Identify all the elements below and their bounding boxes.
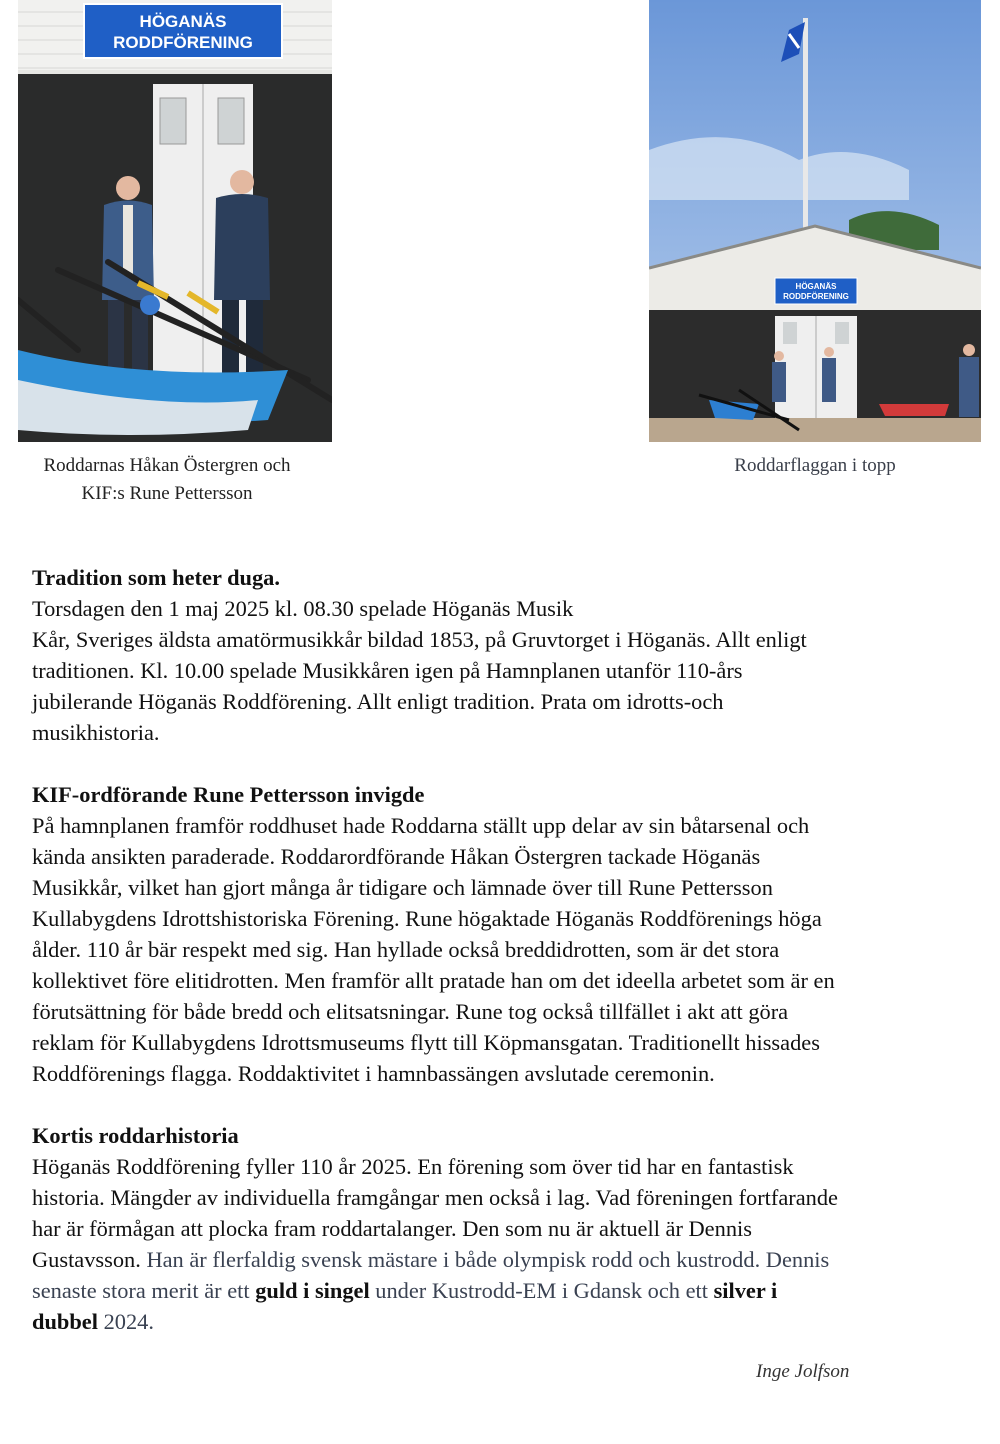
sign-line-1: HÖGANÄS <box>139 12 227 31</box>
section-rowing-history <box>32 1120 978 1337</box>
paragraph-line: Torsdagen den 1 maj 2025 kl. 08.30 spelade Höganäs Musik <box>32 596 574 621</box>
caption-left-line-1: Roddarnas Håkan Östergren och <box>43 455 291 476</box>
paragraph-line: kända ansikten paraderade. Roddarordförande Håkan Östergren tackade Höganäs <box>32 844 761 869</box>
sign-line-2: RODDFÖRENING <box>113 33 253 52</box>
paragraph-line: jubilerande Höganäs Roddförening. Allt enligt tradition. Prata om idrotts-och <box>32 689 724 714</box>
paragraph-line: Kullabygdens Idrottshistoriska Förening. Rune högaktade Höganäs Roddförenings höga <box>32 906 822 931</box>
paragraph-line: har är förmågan att plocka fram roddartalanger. Den som nu är aktuell är Dennis <box>32 1216 752 1241</box>
caption-left <box>10 452 324 508</box>
paragraph-line <box>32 1275 978 1306</box>
paragraph-line: musikhistoria. <box>32 720 160 745</box>
paragraph-line: Roddförenings flagga. Roddaktivitet i hamnbassängen avslutade ceremonin. <box>32 1061 715 1086</box>
text-run-muted: under Kustrodd-EM i Gdansk och ett <box>369 1278 714 1303</box>
section-kif-chairman <box>32 779 978 1089</box>
paragraph-line: förutsättning för både bredd och elitsatsningar. Rune tog också tillfället i akt att göra <box>32 999 789 1024</box>
section-heading: Tradition som heter duga. <box>32 565 280 590</box>
text-run-bold: dubbel <box>32 1309 98 1334</box>
article-body <box>32 562 978 1368</box>
sign-line-2-right: RODDFÖRENING <box>783 292 849 301</box>
paragraph-line: reklam för Kullabygdens Idrottsmuseums flytt till Köpmansgatan. Traditionellt hissades <box>32 1030 820 1055</box>
section-heading: KIF-ordförande Rune Pettersson invigde <box>32 782 425 807</box>
photo-rowers-and-kif-chairman <box>18 0 332 442</box>
paragraph-line: Kår, Sveriges äldsta amatörmusikkår bildad 1853, på Gruvtorget i Höganäs. Allt enligt <box>32 627 807 652</box>
text-run-muted: 2024. <box>97 1309 154 1334</box>
caption-right: Roddarflaggan i topp <box>734 455 896 476</box>
section-heading: Kortis roddarhistoria <box>32 1123 239 1148</box>
caption-left-line-2: KIF:s Rune Pettersson <box>81 483 253 504</box>
photo-rowing-flag-at-top <box>649 0 981 442</box>
paragraph-line: Höganäs Roddförening fyller 110 år 2025. En förening som över tid har en fantastisk <box>32 1154 794 1179</box>
paragraph-line: På hamnplanen framför roddhuset hade Roddarna ställt upp delar av sin båtarsenal och <box>32 813 810 838</box>
author-byline: Inge Jolfson <box>756 1361 850 1382</box>
text-run-muted: Han är flerfaldig svensk mästare i både olympisk rodd och kustrodd. Dennis <box>146 1247 830 1272</box>
text-run: Gustavsson. <box>32 1247 147 1272</box>
paragraph-line: kollektivet före elitidrotten. Men framför allt pratade han om det ideella arbetet som är en <box>32 968 835 993</box>
sign-line-1-right: HÖGANÄS <box>795 282 837 291</box>
text-run-bold: guld i singel <box>255 1278 370 1303</box>
paragraph-line: Musikkår, vilket han gjort många år tidigare och lämnade över till Rune Pettersson <box>32 875 773 900</box>
text-run-muted: senaste stora merit är ett <box>32 1278 256 1303</box>
paragraph-line <box>32 1244 978 1275</box>
paragraph-line: traditionen. Kl. 10.00 spelade Musikkåren igen på Hamnplanen utanför 110-års <box>32 658 743 683</box>
paragraph-line: historia. Mängder av individuella framgångar men också i lag. Vad föreningen fortfarande <box>32 1185 838 1210</box>
text-run-bold: silver i <box>713 1278 778 1303</box>
paragraph-line <box>32 1306 978 1337</box>
section-tradition <box>32 562 978 748</box>
paragraph-line: ålder. 110 år bär respekt med sig. Han hyllade också breddidrotten, som är det stora <box>32 937 780 962</box>
